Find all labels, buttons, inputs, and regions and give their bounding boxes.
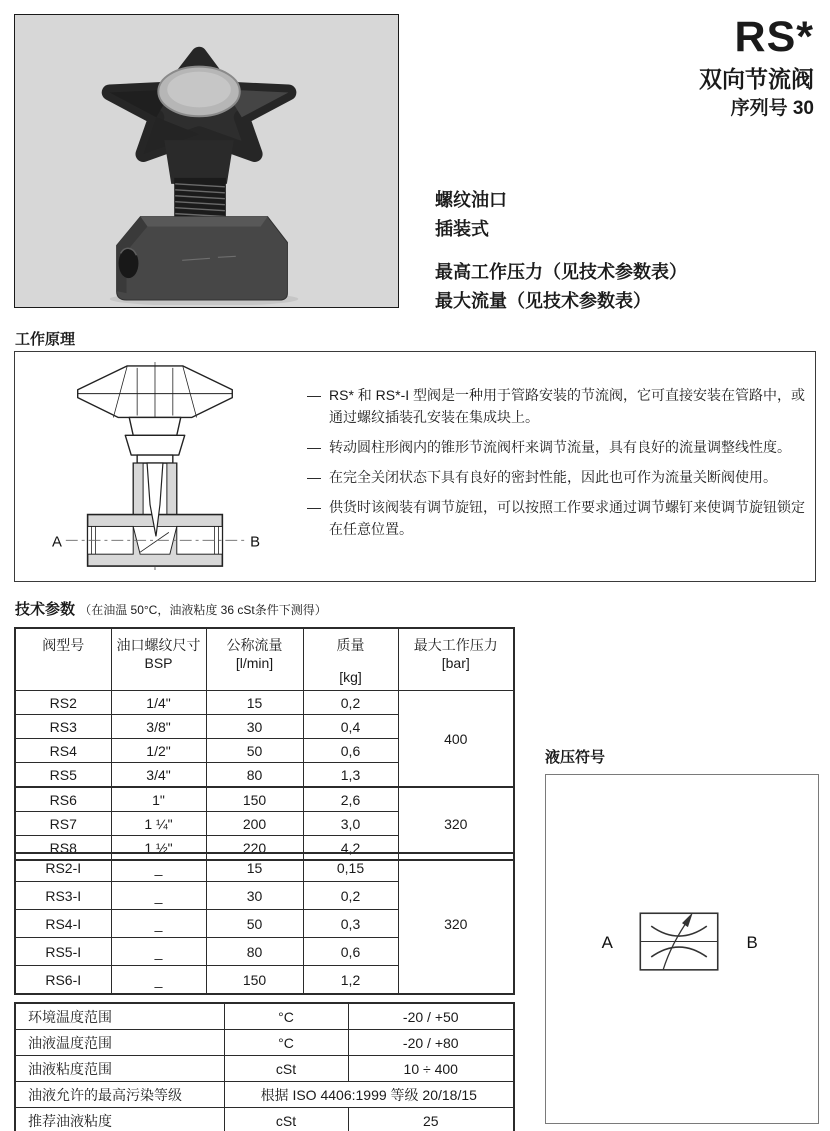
cell-model: RS6-I — [15, 966, 111, 995]
cell-model: RS4 — [15, 739, 111, 763]
cell-model: RS6 — [15, 787, 111, 812]
cell-label: 油液允许的最高污染等级 — [15, 1082, 224, 1108]
cell-value: 25 — [348, 1108, 514, 1131]
spec-table — [14, 627, 515, 861]
cell-flow: 80 — [206, 763, 303, 788]
feature-max-flow: 最大流量（见技术参数表） — [435, 291, 651, 311]
symbol-port-a-label: A — [601, 933, 613, 952]
cell-flow: 50 — [206, 910, 303, 938]
conditions-table — [14, 1002, 515, 1131]
cell-thread: 3/4" — [111, 763, 206, 788]
cell-model: RS8 — [15, 836, 111, 861]
bullet-dash: — — [307, 387, 321, 403]
cell-value: -20 / +80 — [348, 1030, 514, 1056]
cell-model: RS3-I — [15, 882, 111, 910]
cell-thread: 1" — [111, 787, 206, 812]
cell-mass: 0,2 — [303, 691, 398, 715]
symbol-port-b-label: B — [746, 933, 758, 952]
header-pressure: 最大工作压力 [bar] — [398, 628, 514, 691]
cell-pressure-group-400: 400 — [398, 691, 514, 788]
cell-flow: 15 — [206, 853, 303, 882]
feature-max-pressure: 最高工作压力（见技术参数表） — [435, 262, 687, 282]
spec-table-header-row — [15, 628, 514, 691]
drawing-port-b-label: B — [250, 534, 261, 551]
cell-flow: 30 — [206, 882, 303, 910]
cell-model: RS5-I — [15, 938, 111, 966]
cell-flow: 80 — [206, 938, 303, 966]
feature-mount-type: 插装式 — [435, 219, 489, 239]
valve-photo-image — [15, 15, 396, 305]
bullet-dash: — — [307, 469, 321, 485]
cell-mass: 0,3 — [303, 910, 398, 938]
cross-section-svg — [29, 358, 279, 574]
bullet-item — [307, 436, 807, 458]
cell-thread: _ — [111, 938, 206, 966]
cell-value: -20 / +50 — [348, 1003, 514, 1030]
table-row — [15, 1030, 514, 1056]
hydraulic-symbol-svg — [546, 775, 816, 1121]
spec-table-cartridge — [14, 852, 515, 995]
bullet-item — [307, 496, 807, 540]
cross-section-drawing — [29, 358, 279, 579]
cell-mass: 0,6 — [303, 938, 398, 966]
tech-params-title: 技术参数 — [15, 601, 76, 618]
cell-mass: 3,0 — [303, 812, 398, 836]
cell-flow: 150 — [206, 787, 303, 812]
feature-list — [435, 186, 687, 316]
cell-model: RS2-I — [15, 853, 111, 882]
working-principle-heading: 工作原理 — [15, 331, 76, 348]
cell-model: RS5 — [15, 763, 111, 788]
cell-mass: 4,2 — [303, 836, 398, 861]
feature-port-type: 螺纹油口 — [435, 190, 507, 210]
cell-pressure-group-320: 320 — [398, 787, 514, 860]
bullet-dash: — — [307, 439, 321, 455]
cell-thread: 1/2" — [111, 739, 206, 763]
header-mass: 质量 [kg] — [303, 628, 398, 691]
cell-flow: 15 — [206, 691, 303, 715]
bullet-dash: — — [307, 499, 321, 515]
cell-mass: 0,2 — [303, 882, 398, 910]
bullet-text: 供货时该阀装有调节旋钮，可以按照工作要求通过调节螺钉来使调节旋钮锁定在任意位置。 — [329, 499, 805, 537]
bullet-item — [307, 384, 807, 428]
table-row — [15, 1056, 514, 1082]
cell-flow: 150 — [206, 966, 303, 995]
cell-thread: _ — [111, 966, 206, 995]
cell-unit: °C — [224, 1030, 348, 1056]
cell-flow: 50 — [206, 739, 303, 763]
cell-merged-value: 根据 ISO 4406:1999 等级 20/18/15 — [224, 1082, 514, 1108]
table-row — [15, 853, 514, 882]
table-row — [15, 1082, 514, 1108]
table-row — [15, 787, 514, 812]
cell-unit: cSt — [224, 1056, 348, 1082]
cell-unit: cSt — [224, 1108, 348, 1131]
product-name: 双向节流阀 — [699, 66, 814, 92]
cell-mass: 0,6 — [303, 739, 398, 763]
cell-value: 10 ÷ 400 — [348, 1056, 514, 1082]
cell-mass: 2,6 — [303, 787, 398, 812]
bullet-text: 转动圆柱形阀内的锥形节流阀杆来调节流量，具有良好的流量调整线性度。 — [329, 439, 791, 455]
cell-label: 推荐油液粘度 — [15, 1108, 224, 1131]
cell-thread: _ — [111, 853, 206, 882]
cell-model: RS7 — [15, 812, 111, 836]
cell-mass: 1,3 — [303, 763, 398, 788]
table-row — [15, 1003, 514, 1030]
cell-pressure-group-320: 320 — [398, 853, 514, 994]
cell-thread: _ — [111, 882, 206, 910]
hydraulic-symbol-section — [545, 774, 819, 1124]
cell-model: RS3 — [15, 715, 111, 739]
cell-model: RS4-I — [15, 910, 111, 938]
working-principle-bullets — [307, 384, 807, 548]
cell-label: 油液温度范围 — [15, 1030, 224, 1056]
valve-photo — [14, 14, 399, 308]
drawing-port-a-label: A — [51, 534, 62, 551]
tech-params-heading — [15, 598, 327, 619]
cell-flow: 30 — [206, 715, 303, 739]
hydraulic-symbol-heading: 液压符号 — [545, 749, 606, 766]
title-block — [699, 13, 814, 119]
cell-mass: 1,2 — [303, 966, 398, 995]
cell-flow: 220 — [206, 836, 303, 861]
bullet-text: RS* 和 RS*-I 型阀是一种用于管路安装的节流阀，它可直接安装在管路中，或通过螺纹插装孔安装在集成块上。 — [329, 387, 806, 425]
working-principle-section — [14, 351, 816, 582]
cell-mass: 0,4 — [303, 715, 398, 739]
page-title: RS* — [734, 13, 814, 61]
cell-thread: _ — [111, 910, 206, 938]
cell-unit: °C — [224, 1003, 348, 1030]
table-row — [15, 1108, 514, 1131]
header-thread: 油口螺纹尺寸 BSP — [111, 628, 206, 691]
bullet-text: 在完全关闭状态下具有良好的密封性能，因此也可作为流量关断阀使用。 — [329, 469, 777, 485]
cell-mass: 0,15 — [303, 853, 398, 882]
bullet-item — [307, 466, 807, 488]
cell-model: RS2 — [15, 691, 111, 715]
cell-thread: 1 ¼" — [111, 812, 206, 836]
header-flow: 公称流量 [l/min] — [206, 628, 303, 691]
cell-label: 油液粘度范围 — [15, 1056, 224, 1082]
header-model: 阀型号 — [15, 628, 111, 691]
cell-thread: 1/4" — [111, 691, 206, 715]
table-row — [15, 691, 514, 715]
cell-thread: 1 ½" — [111, 836, 206, 861]
tech-params-note: （在油温 50°C，油液粘度 36 cSt条件下测得） — [79, 603, 327, 617]
cell-label: 环境温度范围 — [15, 1003, 224, 1030]
series-number: 序列号 30 — [730, 98, 814, 119]
cell-thread: 3/8" — [111, 715, 206, 739]
cell-flow: 200 — [206, 812, 303, 836]
